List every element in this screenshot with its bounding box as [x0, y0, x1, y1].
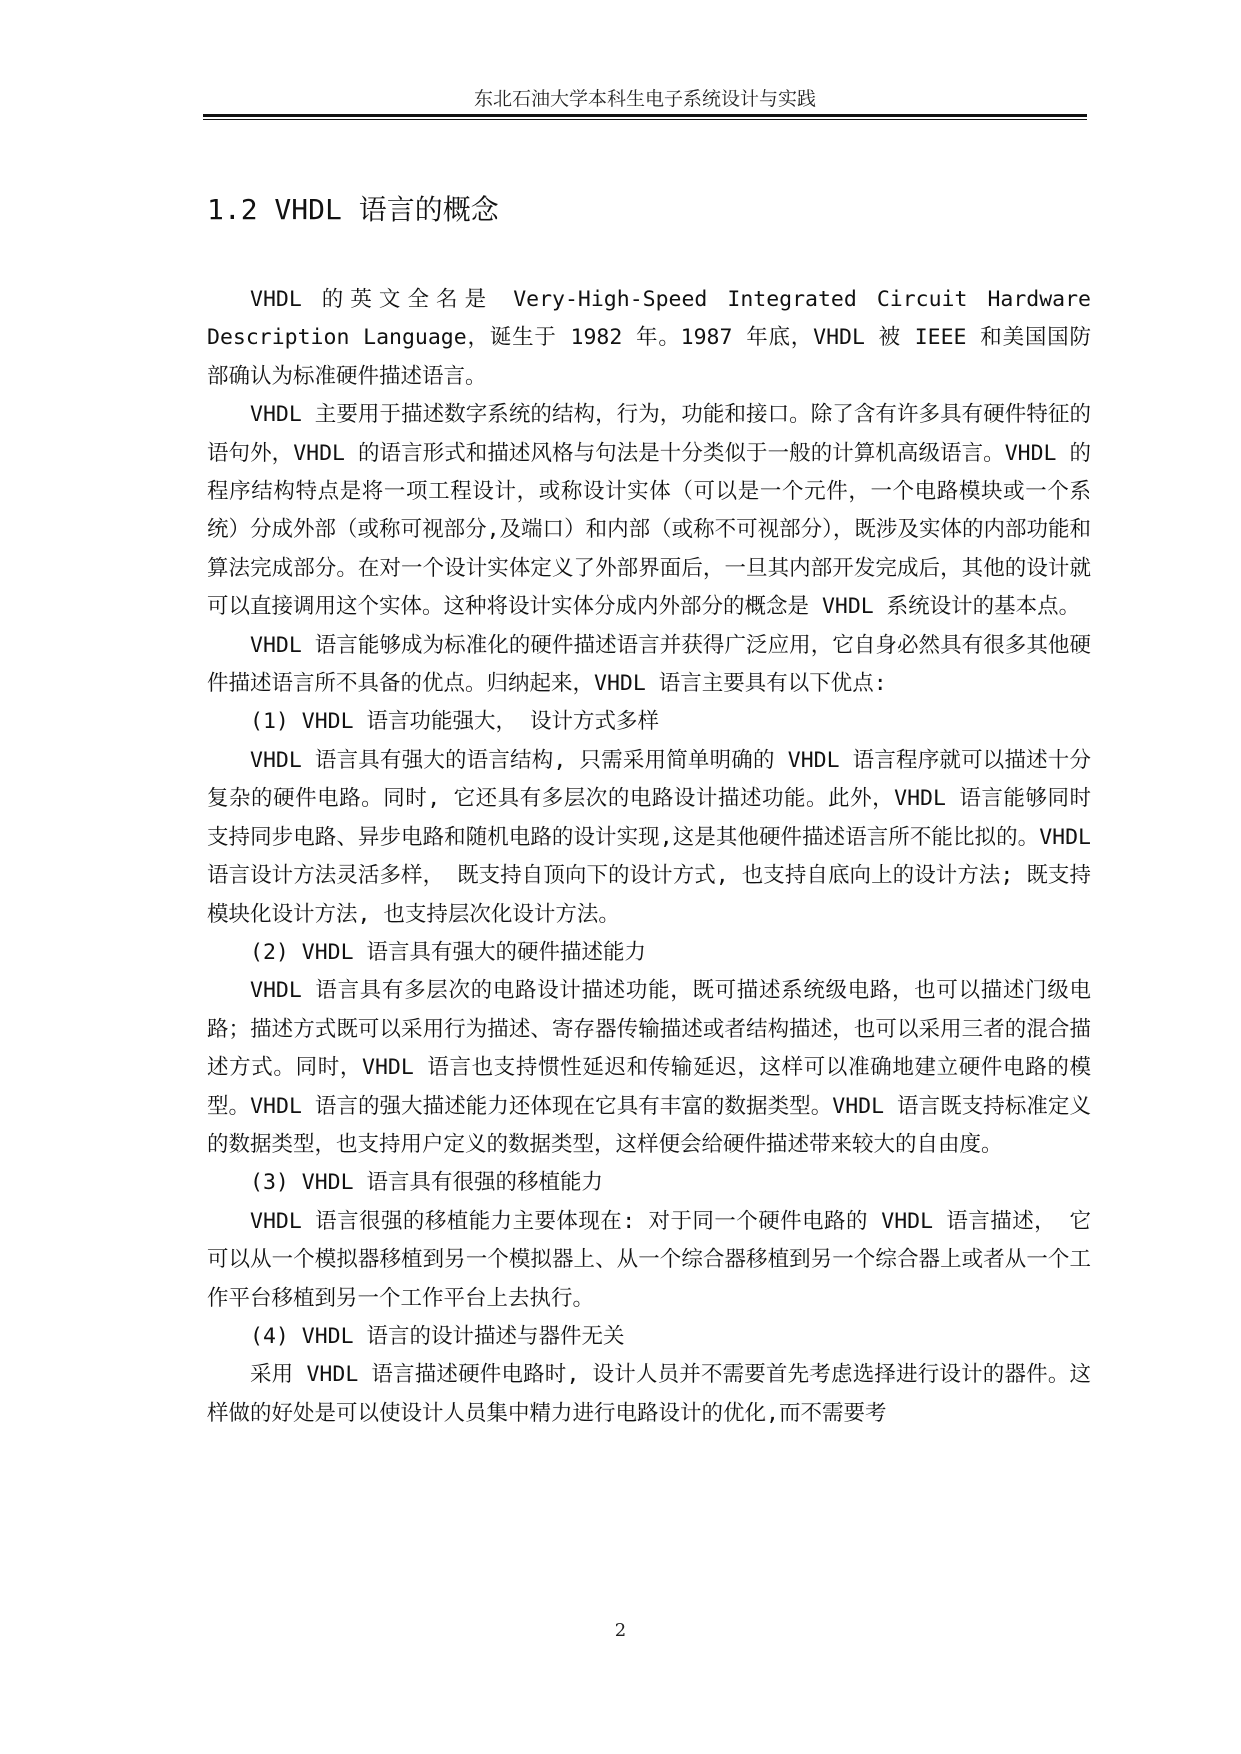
page-number: 2	[614, 1620, 627, 1641]
header-rule-thin	[203, 119, 1087, 120]
advantage-body-4: 采用 VHDL 语言描述硬件电路时, 设计人员并不需要首先考虑选择进行设计的器件。这样做的好处是可以使设计人员集中精力进行电路设计的优化,而不需要考	[207, 1362, 1091, 1426]
advantage-heading-3: (3) VHDL 语言具有很强的移植能力	[250, 1170, 603, 1196]
advantage-body-2: VHDL 语言具有多层次的电路设计描述功能，既可描述系统级电路，也可以描述门级电路；描述方式既可以采用行为描述、寄存器传输描述或者结构描述，也可以采用三者的混合描述方式。同时，VHDL 语言也支持惯性延迟和传输延迟，这样可以准确地建立硬件电路的模型。VHDL 语言的强大描述能力还体现在它具有丰富的数据类型。VHDL 语言既支持标准定义的数据类型，也支持用户定义的数据类型，这样便会给硬件描述带来较大的自由度。	[207, 978, 1091, 1157]
advantage-body-3: VHDL 语言很强的移植能力主要体现在: 对于同一个硬件电路的 VHDL 语言描述， 它可以从一个模拟器移植到另一个模拟器上、从一个综合器移植到另一个综合器上或者从一个工作平台移植到另一个工作平台上去执行。	[207, 1208, 1091, 1311]
running-header: 东北石油大学本科生电子系统设计与实践	[473, 88, 816, 110]
body-text	[207, 281, 1091, 1433]
advantage-heading-4: (4) VHDL 语言的设计描述与器件无关	[250, 1323, 625, 1349]
header-rule-thick	[203, 114, 1087, 117]
advantage-heading-2: (2) VHDL 语言具有强大的硬件描述能力	[250, 939, 646, 965]
paragraph-advantages: VHDL 语言能够成为标准化的硬件描述语言并获得广泛应用，它自身必然具有很多其他硬件描述语言所不具备的优点。归纳起来，VHDL 语言主要具有以下优点:	[207, 632, 1091, 697]
section-title: 1.2 VHDL 语言的概念	[207, 193, 499, 226]
advantage-heading-1: (1) VHDL 语言功能强大， 设计方式多样	[250, 709, 659, 735]
paragraph-intro: VHDL 的英文全名是 Very-High-Speed Integrated Circuit Hardware Description Language，诞生于 1982 年。1987 年底，VHDL 被 IEEE 和美国国防部确认为标准硬件描述语言。	[207, 287, 1091, 389]
paragraph-structure: VHDL 主要用于描述数字系统的结构，行为，功能和接口。除了含有许多具有硬件特征的语句外，VHDL 的语言形式和描述风格与句法是十分类似于一般的计算机高级语言。VHDL 的程序结构特点是将一项工程设计，或称设计实体（可以是一个元件，一个电路模块或一个系统）分成外部（或称可视部分,及端口）和内部（或称不可视部分），既涉及实体的内部功能和算法完成部分。在对一个设计实体定义了外部界面后，一旦其内部开发完成后，其他的设计就可以直接调用这个实体。这种将设计实体分成内外部分的概念是 VHDL 系统设计的基本点。	[207, 402, 1091, 620]
advantage-body-1: VHDL 语言具有强大的语言结构, 只需采用简单明确的 VHDL 语言程序就可以描述十分复杂的硬件电路。同时, 它还具有多层次的电路设计描述功能。此外，VHDL 语言能够同时支持同步电路、异步电路和随机电路的设计实现,这是其他硬件描述语言所不能比拟的。VHDL 语言设计方法灵活多样， 既支持自顶向下的设计方式, 也支持自底向上的设计方法; 既支持模块化设计方法, 也支持层次化设计方法。	[207, 747, 1091, 927]
